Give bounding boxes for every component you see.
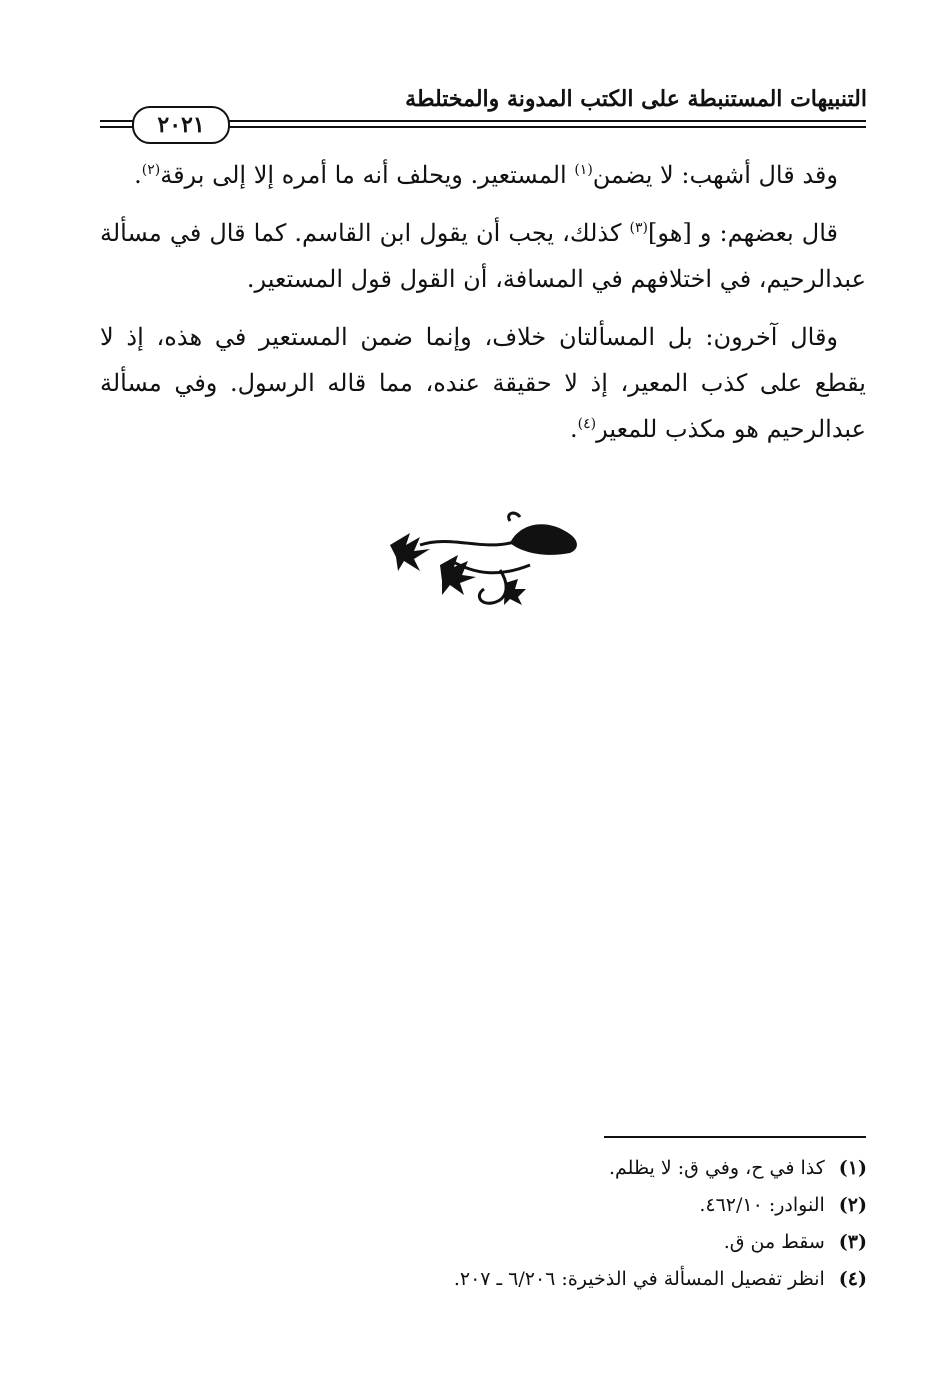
paragraph-1-text-cont: المستعير. ويحلف أنه ما أمره إلا إلى برقة <box>160 161 575 189</box>
footnote-ref-1: (١) <box>574 162 593 178</box>
footnote-number: (٣) <box>838 1231 867 1253</box>
footnotes <box>347 1150 867 1298</box>
paragraph-1-text: وقد قال أشهب: لا يضمن <box>592 161 838 189</box>
footnote-number: (١) <box>838 1157 867 1179</box>
footnote-text: النوادر: ٤٦٢/١٠. <box>699 1194 825 1216</box>
footnote-ref-4: (٤) <box>577 416 597 432</box>
paragraph-2 <box>100 210 866 302</box>
footnote-number: (٤) <box>838 1268 867 1290</box>
footnote-1 <box>347 1150 867 1187</box>
paragraph-2-text: قال بعضهم: و [هو] <box>648 219 838 247</box>
footnote-4 <box>347 1261 867 1298</box>
footnote-text: انظر تفصيل المسألة في الذخيرة: ٦/٢٠٦ ـ ٢٠٧. <box>453 1268 825 1290</box>
paragraph-2-text-cont: كذلك، يجب أن يقول ابن القاسم. كما قال في مسألة عبدالرحيم، في اختلافهم في المسافة، أن القول قول المستعير. <box>100 219 866 293</box>
paragraph-1 <box>100 152 866 198</box>
paragraph-3 <box>100 314 866 452</box>
paragraph-3-end: . <box>570 415 578 443</box>
page-number: ٢٠٢١ <box>132 106 230 144</box>
running-header-title: التنبيهات المستنبطة على الكتب المدونة والمختلطة <box>405 86 867 112</box>
footnote-3 <box>347 1224 867 1261</box>
paragraph-1-end: . <box>134 161 142 189</box>
footnote-text: كذا في ح، وفي ق: لا يظلم. <box>609 1157 825 1179</box>
footnote-2 <box>347 1187 867 1224</box>
main-text <box>100 152 866 464</box>
footnote-ref-2: (٢) <box>141 162 161 178</box>
paragraph-3-text: وقال آخرون: بل المسألتان خلاف، وإنما ضمن المستعير في هذه، إذ لا يقطع على كذب المعير، إذ لا حقيقة عنده، مما قاله الرسول. وفي مسألة عبدالرحيم هو مكذب للمعير <box>100 323 866 443</box>
footnote-number: (٢) <box>838 1194 867 1216</box>
footnote-text: سقط من ق. <box>723 1231 825 1253</box>
footnote-ref-3: (٣) <box>629 220 648 236</box>
floral-ornament-icon <box>380 505 590 615</box>
footnote-separator <box>604 1136 866 1138</box>
